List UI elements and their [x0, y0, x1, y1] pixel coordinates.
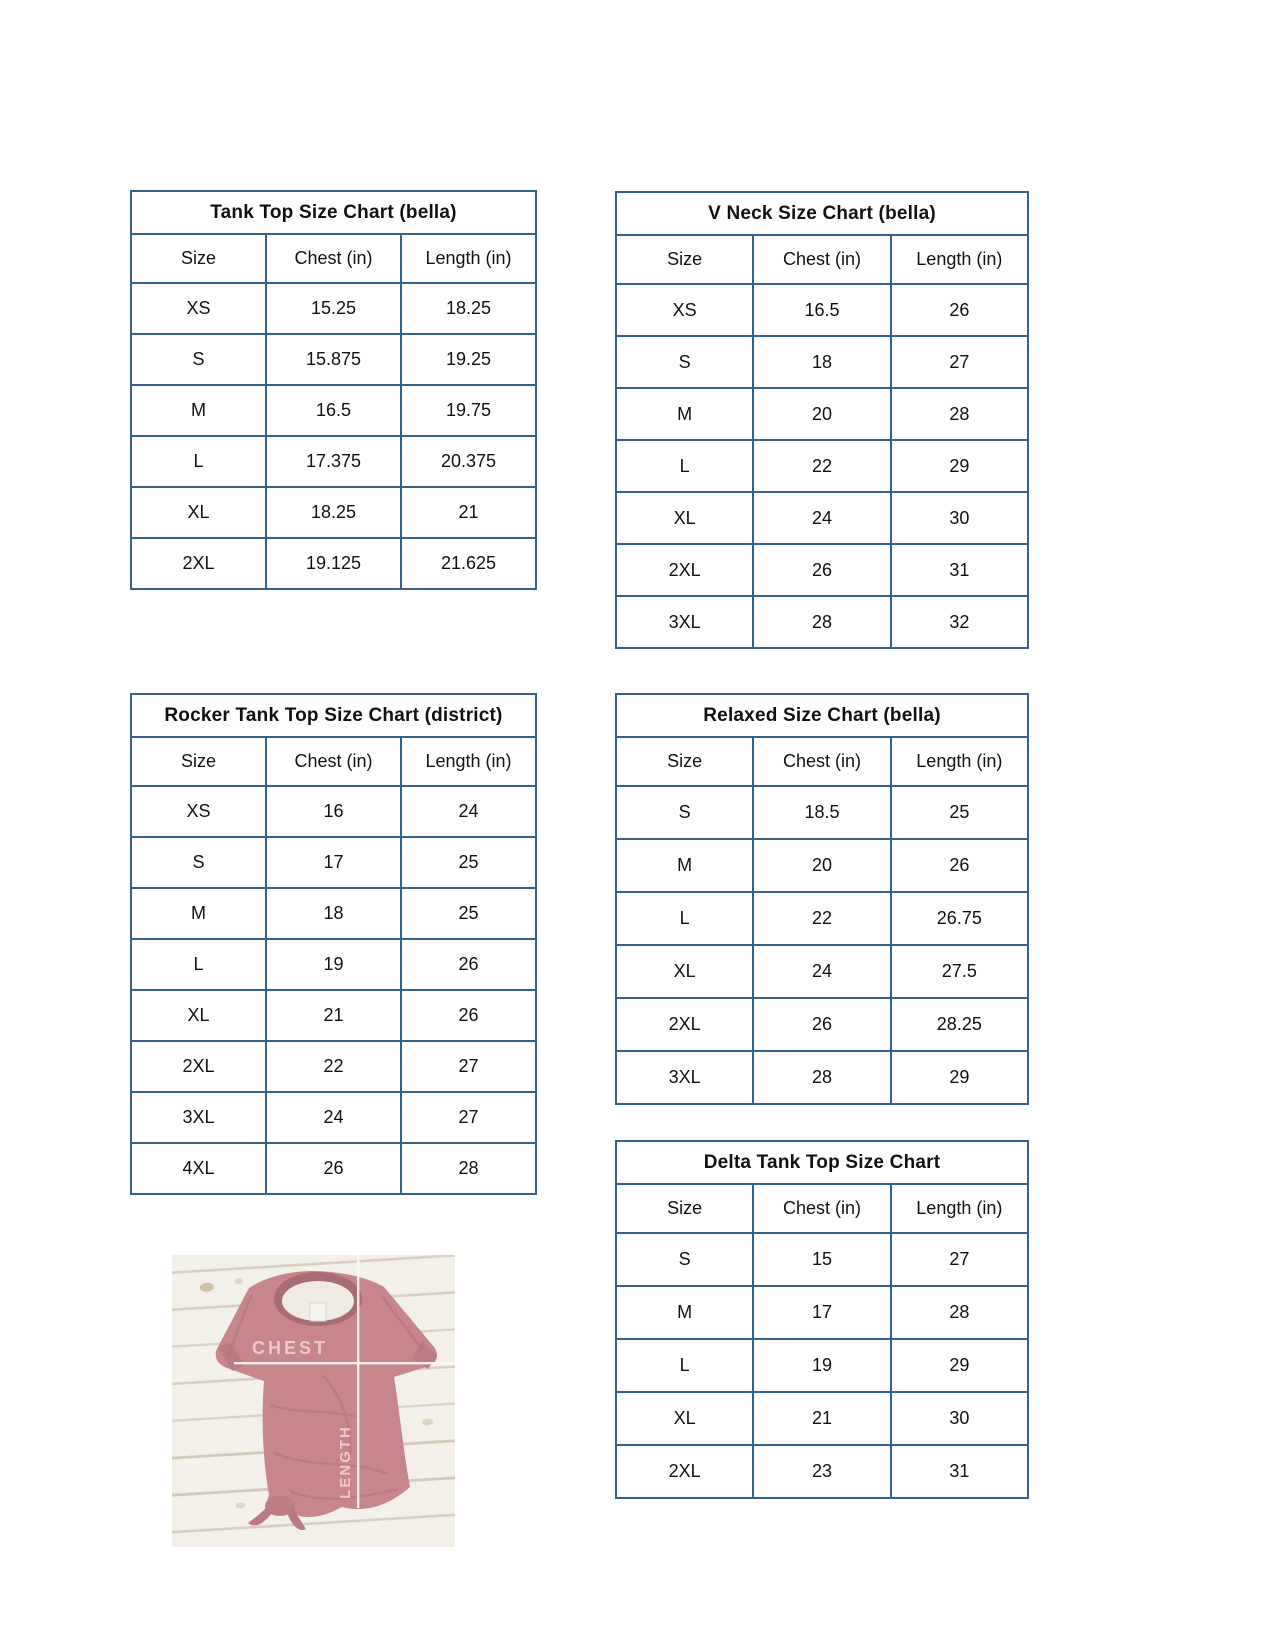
table-row — [131, 1041, 536, 1092]
table-cell: 27 — [401, 1041, 536, 1092]
table-cell: 26 — [891, 284, 1028, 336]
table-cell: XL — [131, 990, 266, 1041]
table-cell: 2XL — [616, 1445, 753, 1498]
table-row — [131, 538, 536, 589]
table-row — [616, 492, 1028, 544]
table-row — [616, 892, 1028, 945]
table-cell: 19.125 — [266, 538, 401, 589]
tank-top-size-chart-table — [130, 190, 537, 590]
table-cell: 22 — [753, 440, 890, 492]
table-cell: M — [131, 385, 266, 436]
table-cell: 24 — [266, 1092, 401, 1143]
table-row — [616, 1339, 1028, 1392]
column-header: Size — [131, 737, 266, 786]
table-cell: 29 — [891, 1051, 1028, 1104]
table-cell: 30 — [891, 492, 1028, 544]
neck-tag — [310, 1303, 326, 1321]
table-cell: 18 — [266, 888, 401, 939]
table-cell: 26 — [266, 1143, 401, 1194]
table-cell: 18.25 — [401, 283, 536, 334]
length-measure-line — [357, 1255, 359, 1508]
table-cell: 2XL — [131, 538, 266, 589]
table-cell: 2XL — [131, 1041, 266, 1092]
table-cell: 17 — [753, 1286, 890, 1339]
rocker-tank-top-title: Rocker Tank Top Size Chart (district) — [131, 694, 536, 737]
table-row — [131, 888, 536, 939]
table-row — [616, 1445, 1028, 1498]
column-header: Length (in) — [401, 234, 536, 283]
table-cell: 25 — [401, 837, 536, 888]
table-row — [616, 336, 1028, 388]
table-row — [131, 837, 536, 888]
tank-top-title: Tank Top Size Chart (bella) — [131, 191, 536, 234]
chest-label: CHEST — [251, 1338, 329, 1358]
column-header: Length (in) — [891, 1184, 1028, 1233]
v-neck-title: V Neck Size Chart (bella) — [616, 192, 1028, 235]
table-cell: L — [131, 436, 266, 487]
table-row — [131, 1143, 536, 1194]
table-row — [616, 544, 1028, 596]
table-cell: 27 — [891, 336, 1028, 388]
table-cell: 30 — [891, 1392, 1028, 1445]
table-cell: 3XL — [616, 596, 753, 648]
relaxed-size-chart-table — [615, 693, 1029, 1105]
table-row — [616, 596, 1028, 648]
table-cell: 21 — [266, 990, 401, 1041]
delta-tank-top-table — [615, 1140, 1029, 1499]
column-header: Chest (in) — [266, 737, 401, 786]
column-header: Chest (in) — [753, 1184, 890, 1233]
table-cell: 26.75 — [891, 892, 1028, 945]
table-cell: 26 — [401, 990, 536, 1041]
table-cell: 19 — [753, 1339, 890, 1392]
table-cell: M — [616, 1286, 753, 1339]
relaxed-title: Relaxed Size Chart (bella) — [616, 694, 1028, 737]
table-cell: 26 — [891, 839, 1028, 892]
table-cell: XS — [131, 283, 266, 334]
rocker-tank-top-table — [130, 693, 537, 1195]
table-cell: 21 — [753, 1392, 890, 1445]
table-cell: 2XL — [616, 544, 753, 596]
table-cell: 18.5 — [753, 786, 890, 839]
table-cell: 29 — [891, 440, 1028, 492]
table-cell: 20.375 — [401, 436, 536, 487]
table-cell: 32 — [891, 596, 1028, 648]
table-cell: 31 — [891, 544, 1028, 596]
table-cell: 29 — [891, 1339, 1028, 1392]
table-cell: S — [131, 334, 266, 385]
table-row — [131, 990, 536, 1041]
table-row — [616, 839, 1028, 892]
table-cell: XL — [616, 1392, 753, 1445]
column-header: Size — [616, 1184, 753, 1233]
table-row — [616, 1051, 1028, 1104]
column-header: Size — [131, 234, 266, 283]
table-cell: 18.25 — [266, 487, 401, 538]
delta-tank-top-title: Delta Tank Top Size Chart — [616, 1141, 1028, 1184]
table-cell: 18 — [753, 336, 890, 388]
table-cell: XL — [616, 945, 753, 998]
rocker-tank-top-size-chart-table — [130, 693, 537, 1195]
table-cell: 26 — [753, 544, 890, 596]
table-cell: 24 — [401, 786, 536, 837]
table-cell: XL — [616, 492, 753, 544]
delta-tank-top-size-chart-table — [615, 1140, 1029, 1499]
table-cell: S — [616, 336, 753, 388]
table-cell: 19.75 — [401, 385, 536, 436]
table-cell: 15 — [753, 1233, 890, 1286]
table-cell: L — [131, 939, 266, 990]
table-cell: 16 — [266, 786, 401, 837]
table-cell: 22 — [266, 1041, 401, 1092]
v-neck-size-chart-table — [615, 191, 1029, 649]
tshirt-measurement-photo — [172, 1255, 455, 1547]
table-cell: M — [616, 839, 753, 892]
table-cell: 22 — [753, 892, 890, 945]
table-cell: 19.25 — [401, 334, 536, 385]
table-row — [131, 283, 536, 334]
table-cell: 28 — [891, 1286, 1028, 1339]
table-cell: 26 — [401, 939, 536, 990]
table-row — [616, 1286, 1028, 1339]
table-row — [131, 487, 536, 538]
table-cell: 4XL — [131, 1143, 266, 1194]
v-neck-table — [615, 191, 1029, 649]
column-header: Chest (in) — [753, 235, 890, 284]
table-cell: 2XL — [616, 998, 753, 1051]
table-cell: M — [616, 388, 753, 440]
tank-top-header-row — [131, 234, 536, 283]
column-header: Size — [616, 737, 753, 786]
table-cell: 21.625 — [401, 538, 536, 589]
table-cell: 17 — [266, 837, 401, 888]
table-row — [131, 436, 536, 487]
table-cell: S — [616, 1233, 753, 1286]
table-cell: 19 — [266, 939, 401, 990]
length-label: LENGTH — [337, 1425, 354, 1499]
table-cell: 17.375 — [266, 436, 401, 487]
table-cell: M — [131, 888, 266, 939]
tank-top-table — [130, 190, 537, 590]
table-cell: 28 — [401, 1143, 536, 1194]
table-cell: XS — [131, 786, 266, 837]
table-cell: XL — [131, 487, 266, 538]
table-row — [616, 945, 1028, 998]
table-cell: 20 — [753, 839, 890, 892]
table-cell: 16.5 — [266, 385, 401, 436]
table-cell: L — [616, 440, 753, 492]
table-cell: 3XL — [616, 1051, 753, 1104]
table-cell: 27.5 — [891, 945, 1028, 998]
table-cell: 28.25 — [891, 998, 1028, 1051]
table-cell: 27 — [891, 1233, 1028, 1286]
table-row — [616, 440, 1028, 492]
table-cell: 24 — [753, 492, 890, 544]
table-cell: L — [616, 1339, 753, 1392]
table-row — [131, 786, 536, 837]
table-row — [616, 1392, 1028, 1445]
column-header: Length (in) — [401, 737, 536, 786]
table-row — [131, 385, 536, 436]
relaxed-table — [615, 693, 1029, 1105]
table-cell: XS — [616, 284, 753, 336]
table-cell: 27 — [401, 1092, 536, 1143]
table-row — [131, 1092, 536, 1143]
rocker-tank-top-header-row — [131, 737, 536, 786]
table-cell: S — [616, 786, 753, 839]
table-cell: 24 — [753, 945, 890, 998]
table-cell: 28 — [891, 388, 1028, 440]
table-cell: 15.25 — [266, 283, 401, 334]
table-cell: 16.5 — [753, 284, 890, 336]
table-row — [616, 998, 1028, 1051]
table-cell: 21 — [401, 487, 536, 538]
column-header: Size — [616, 235, 753, 284]
chest-measure-line — [234, 1362, 455, 1364]
table-cell: 3XL — [131, 1092, 266, 1143]
table-cell: 31 — [891, 1445, 1028, 1498]
column-header: Length (in) — [891, 737, 1028, 786]
table-cell: 20 — [753, 388, 890, 440]
table-row — [131, 939, 536, 990]
column-header: Length (in) — [891, 235, 1028, 284]
tshirt-measurement-illustration — [172, 1255, 455, 1547]
table-row — [616, 388, 1028, 440]
column-header: Chest (in) — [266, 234, 401, 283]
table-cell: 28 — [753, 596, 890, 648]
column-header: Chest (in) — [753, 737, 890, 786]
delta-tank-top-header-row — [616, 1184, 1028, 1233]
v-neck-header-row — [616, 235, 1028, 284]
table-cell: S — [131, 837, 266, 888]
relaxed-header-row — [616, 737, 1028, 786]
table-cell: 23 — [753, 1445, 890, 1498]
table-cell: 25 — [891, 786, 1028, 839]
table-cell: 25 — [401, 888, 536, 939]
table-cell: 28 — [753, 1051, 890, 1104]
table-row — [616, 1233, 1028, 1286]
table-cell: 26 — [753, 998, 890, 1051]
table-cell: L — [616, 892, 753, 945]
table-cell: 15.875 — [266, 334, 401, 385]
table-row — [616, 284, 1028, 336]
table-row — [131, 334, 536, 385]
table-row — [616, 786, 1028, 839]
